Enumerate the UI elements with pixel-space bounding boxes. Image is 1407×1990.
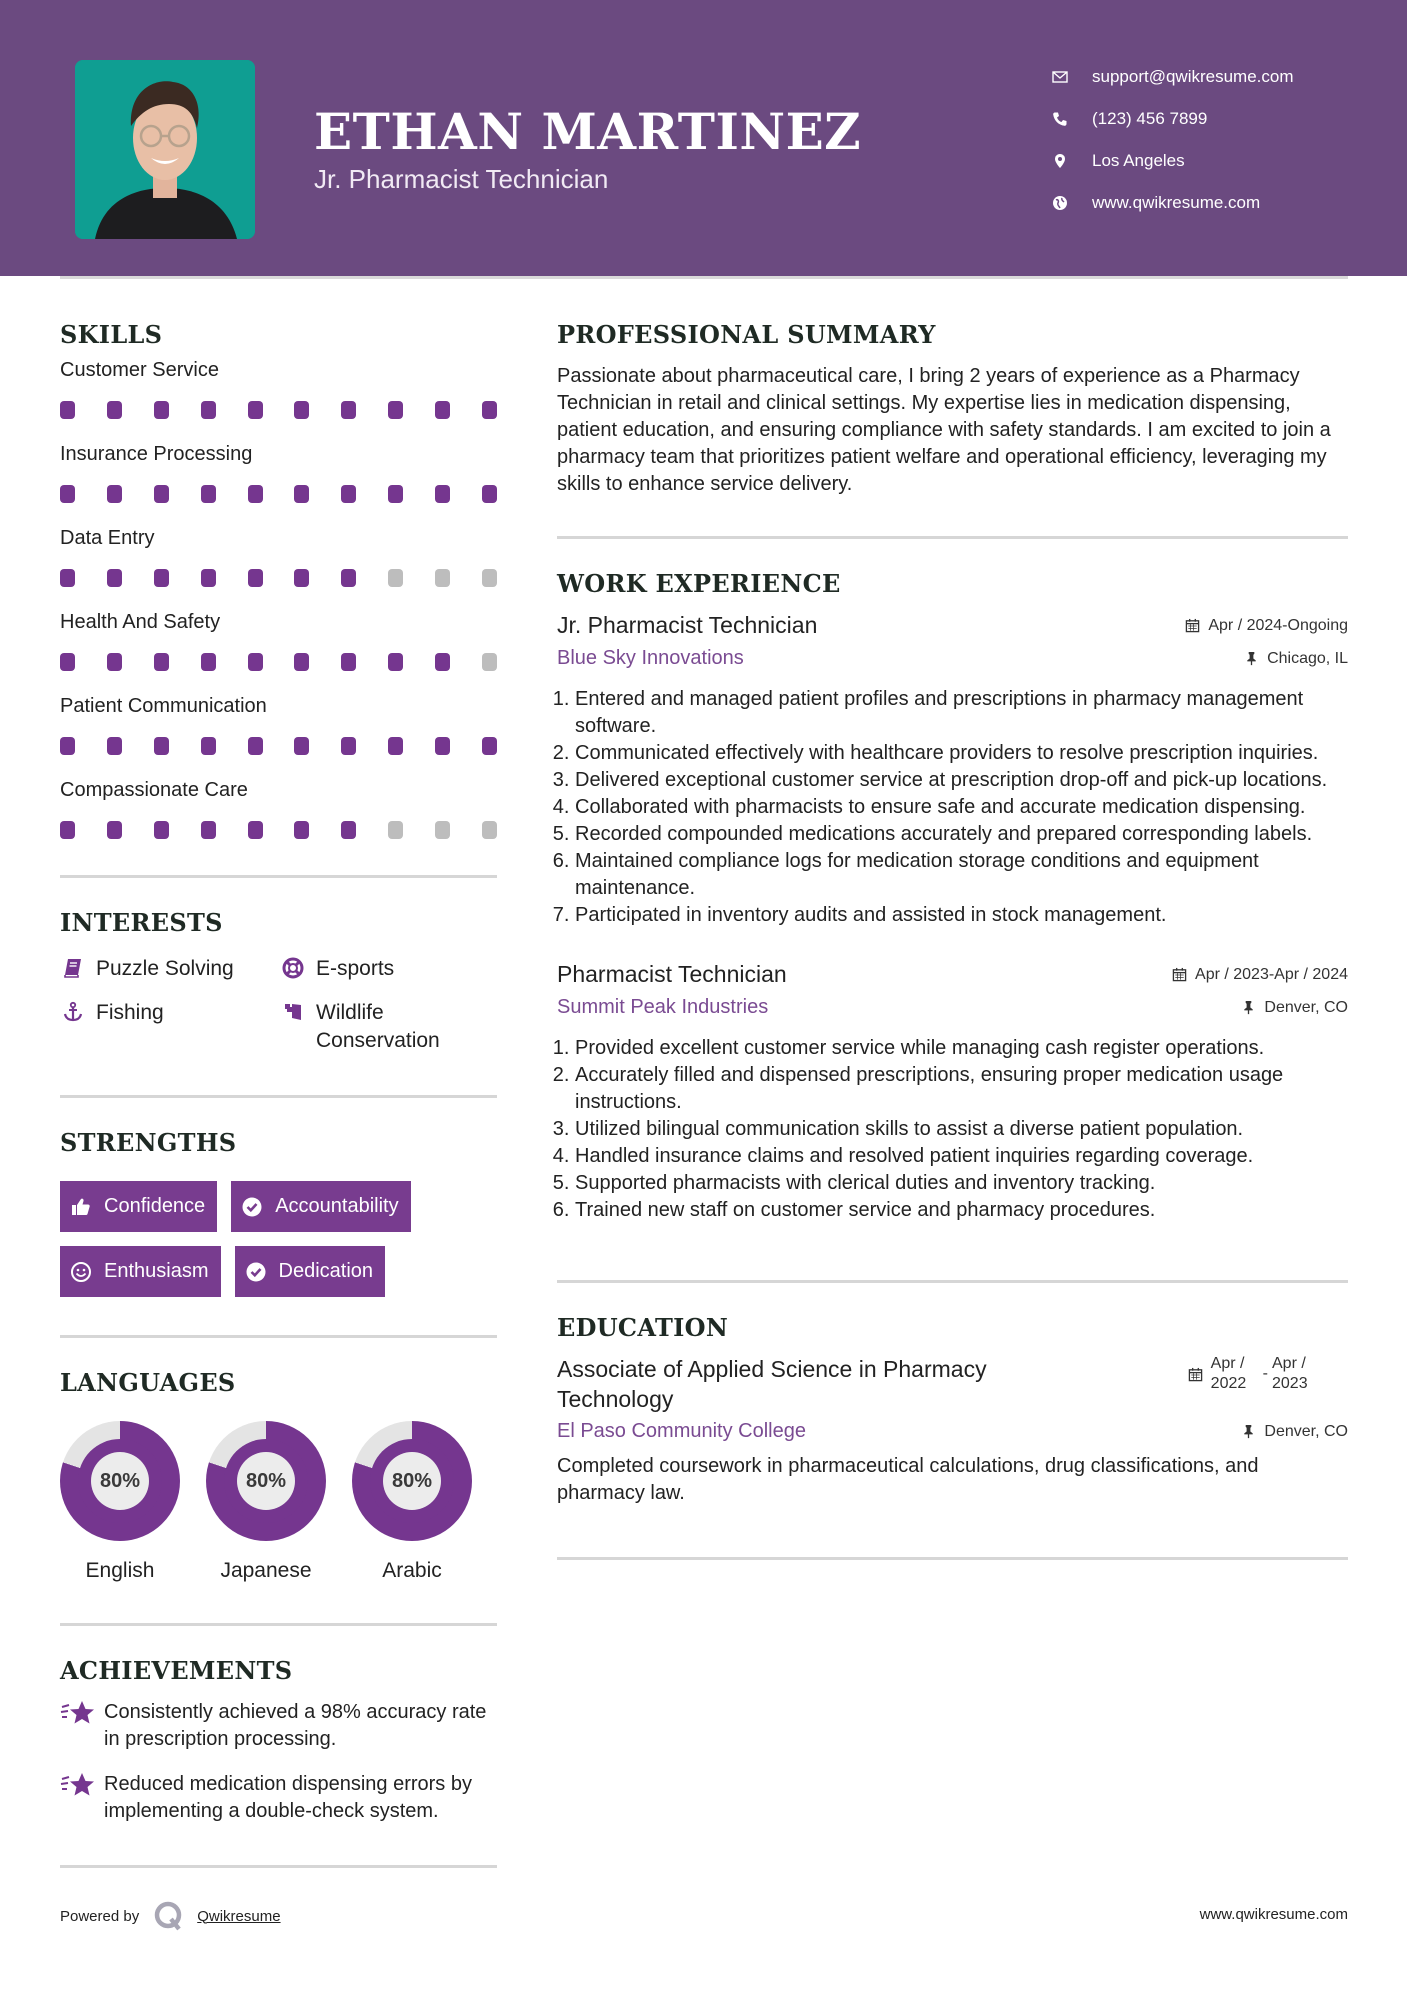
interest-item [280, 999, 500, 1055]
job-entry [557, 612, 1348, 929]
interest-label: Puzzle Solving [96, 957, 234, 980]
rating-dot-filled [482, 401, 497, 419]
skill-rating [60, 471, 497, 517]
rating-dot-filled [107, 569, 122, 587]
job-entry [557, 961, 1348, 1224]
job-bullet: 1. Provided excellent customer service while managing cash register operations. [575, 1035, 1348, 1062]
job-bullets [557, 686, 1348, 929]
rating-dot-empty [435, 821, 450, 839]
rating-dot-filled [388, 737, 403, 755]
experience-section [557, 569, 1348, 1224]
resume-header [0, 0, 1407, 276]
wildlife-icon [280, 999, 306, 1025]
section-divider [60, 1095, 497, 1098]
education-header-row [557, 1354, 1348, 1414]
job-bullet: 4. Handled insurance claims and resolved patient inquiries regarding coverage. [575, 1143, 1348, 1170]
education-location-text: Denver, CO [1264, 1422, 1348, 1440]
job-dates-text: Apr / 2023-Apr / 2024 [1195, 965, 1348, 983]
strength-tag [235, 1246, 386, 1297]
left-column [60, 320, 497, 1868]
summary-heading: PROFESSIONAL SUMMARY [557, 320, 936, 349]
right-column [557, 320, 1348, 1560]
calendar-icon [1172, 967, 1187, 982]
language-name: Arabic [382, 1559, 442, 1582]
job-bullet: 2. Communicated effectively with healthcare providers to resolve prescription inquiries. [575, 740, 1348, 767]
rating-dot-filled [60, 485, 75, 503]
rating-dot-filled [388, 485, 403, 503]
section-divider [60, 1865, 497, 1868]
contact-website[interactable] [1050, 182, 1294, 224]
skill-name: Health And Safety [60, 611, 221, 633]
job-bullet: 5. Recorded compounded medications accurately and prepared corresponding labels. [575, 821, 1348, 848]
rating-dot-filled [154, 485, 169, 503]
header-divider [60, 276, 1348, 279]
contact-location [1050, 140, 1294, 182]
rating-dot-filled [294, 737, 309, 755]
smile-icon [70, 1261, 92, 1283]
map-pin-icon [1050, 151, 1070, 171]
achievements-heading: ACHIEVEMENTS [60, 1656, 293, 1685]
rating-dot-filled [248, 401, 263, 419]
candidate-name: ETHAN MARTINEZ [314, 102, 862, 161]
job-dates [1172, 966, 1348, 984]
rating-dot-filled [107, 821, 122, 839]
rating-dot-filled [248, 569, 263, 587]
anchor-icon [60, 999, 86, 1025]
job-bullet: 7. Participated in inventory audits and assisted in stock management. [575, 902, 1348, 929]
rating-dot-filled [154, 737, 169, 755]
rating-dot-empty [482, 569, 497, 587]
job-dates-text: Apr / 2024-Ongoing [1208, 616, 1348, 634]
globe-icon [1050, 193, 1070, 213]
language-item [352, 1421, 472, 1583]
skill-rating [60, 555, 497, 601]
rating-dot-empty [388, 569, 403, 587]
rating-dot-filled [107, 401, 122, 419]
interest-item [60, 955, 280, 983]
language-name: Japanese [220, 1559, 312, 1582]
job-bullet: 2. Accurately filled and dispensed prescriptions, ensuring proper medication usage instructions. [575, 1062, 1348, 1116]
contact-website-text: www.qwikresume.com [1092, 193, 1261, 212]
language-percent: 80% [91, 1452, 149, 1510]
rating-dot-filled [294, 401, 309, 419]
footer-website[interactable]: www.qwikresume.com [1199, 1906, 1348, 1923]
rating-dot-filled [60, 821, 75, 839]
rating-dot-filled [107, 737, 122, 755]
book-icon [60, 955, 86, 981]
job-bullet: 4. Collaborated with pharmacists to ensure safe and accurate medication dispensing. [575, 794, 1348, 821]
rating-dot-filled [341, 737, 356, 755]
rating-dot-filled [248, 737, 263, 755]
rating-dot-filled [248, 485, 263, 503]
check-circle-icon [241, 1196, 263, 1218]
interest-label: Fishing [96, 1001, 164, 1024]
rating-dot-filled [388, 401, 403, 419]
rating-dot-filled [107, 653, 122, 671]
rating-dot-filled [341, 569, 356, 587]
rating-dot-filled [294, 569, 309, 587]
interests-section [60, 908, 497, 1055]
rating-dot-filled [154, 821, 169, 839]
phone-icon [1050, 109, 1070, 129]
language-item [60, 1421, 180, 1583]
strengths-heading: STRENGTHS [60, 1128, 237, 1157]
job-bullet: 6. Maintained compliance logs for medication storage conditions and equipment maintenance. [575, 848, 1348, 902]
job-bullet: 1. Entered and managed patient profiles and prescriptions in pharmacy management software. [575, 686, 1348, 740]
rating-dot-filled [294, 485, 309, 503]
candidate-title: Jr. Pharmacist Technician [314, 164, 609, 194]
skill-name: Patient Communication [60, 695, 267, 717]
pushpin-icon [1241, 1000, 1256, 1015]
rating-dot-filled [294, 653, 309, 671]
language-percent: 80% [383, 1452, 441, 1510]
rating-dot-empty [388, 821, 403, 839]
rating-dot-filled [201, 485, 216, 503]
powered-by-label: Powered by [60, 1907, 140, 1925]
strength-tag [231, 1181, 410, 1232]
strength-tag [60, 1181, 217, 1232]
summary-text: Passionate about pharmaceutical care, I bring 2 years of experience as a Pharmacy Technician in retail and clinical settings. My expertise lies in medication dispensing, patient education, and ensuring compliance with safety standards. I am excited to join a pharmacy team that prioritizes patient welfare and operational efficiency, leveraging my skills to enhance service delivery. [557, 365, 1331, 495]
date-separator: - [1262, 1365, 1268, 1382]
interest-item [280, 955, 500, 983]
rating-dot-filled [248, 653, 263, 671]
languages-section [60, 1368, 497, 1583]
job-location [1241, 999, 1348, 1017]
strengths-section [60, 1128, 497, 1297]
rating-dot-empty [482, 821, 497, 839]
skill-name: Data Entry [60, 527, 155, 549]
rating-dot-filled [482, 485, 497, 503]
rating-dot-filled [201, 401, 216, 419]
interest-label: E-sports [316, 957, 395, 980]
summary-section [557, 320, 1348, 498]
contact-phone[interactable] [1050, 98, 1294, 140]
envelope-icon [1050, 67, 1070, 87]
language-name: English [85, 1559, 155, 1582]
calendar-icon [1188, 1367, 1203, 1382]
achievement-text: Reduced medication dispensing errors by implementing a double-check system. [104, 1773, 472, 1822]
life-ring-icon [280, 955, 306, 981]
language-progress-ring [352, 1421, 472, 1541]
job-bullet: 5. Supported pharmacists with clerical duties and inventory tracking. [575, 1170, 1348, 1197]
rating-dot-filled [201, 569, 216, 587]
interests-list [60, 955, 497, 1055]
rating-dot-filled [388, 653, 403, 671]
star-achievement-icon [60, 1771, 96, 1801]
contact-email-text: support@qwikresume.com [1092, 67, 1294, 86]
section-divider [60, 875, 497, 878]
strength-label: Confidence [104, 1195, 206, 1217]
section-divider [557, 1557, 1348, 1560]
rating-dot-filled [60, 737, 75, 755]
school-name: El Paso Community College [557, 1420, 806, 1442]
job-bullet: 3. Utilized bilingual communication skills to assist a diverse patient population. [575, 1116, 1348, 1143]
rating-dot-filled [341, 401, 356, 419]
qwikresume-logo-icon [153, 1900, 185, 1932]
contact-email[interactable] [1050, 56, 1294, 98]
skill-rating [60, 723, 497, 769]
skills-heading: SKILLS [60, 320, 163, 349]
rating-dot-filled [201, 821, 216, 839]
rating-dot-filled [435, 653, 450, 671]
rating-dot-filled [154, 569, 169, 587]
achievements-section [60, 1656, 497, 1825]
pushpin-icon [1244, 651, 1259, 666]
section-divider [557, 1280, 1348, 1283]
section-divider [60, 1623, 497, 1626]
skill-rating [60, 807, 497, 853]
check-circle-icon [245, 1261, 267, 1283]
achievement-item [60, 1699, 497, 1753]
rating-dot-filled [201, 653, 216, 671]
job-header-row [557, 961, 1348, 988]
rating-dot-empty [435, 569, 450, 587]
language-progress-ring [60, 1421, 180, 1541]
rating-dot-filled [154, 653, 169, 671]
rating-dot-filled [341, 653, 356, 671]
education-description: Completed coursework in pharmaceutical calculations, drug classifications, and pharmacy law. [557, 1455, 1259, 1504]
rating-dot-filled [435, 485, 450, 503]
job-bullets [557, 1035, 1348, 1224]
job-dates [1185, 617, 1348, 635]
languages-heading: LANGUAGES [60, 1368, 236, 1397]
skill-name: Compassionate Care [60, 779, 248, 801]
footer-powered-by [60, 1900, 281, 1932]
interests-heading: INTERESTS [60, 908, 223, 937]
rating-dot-filled [60, 653, 75, 671]
interest-label: Wildlife Conservation [316, 1001, 440, 1052]
star-achievement-icon [60, 1699, 96, 1729]
section-divider [60, 1335, 497, 1338]
achievement-text: Consistently achieved a 98% accuracy rate in prescription processing. [104, 1701, 487, 1750]
job-sub-row [557, 996, 1348, 1019]
job-company: Blue Sky Innovations [557, 647, 744, 669]
strength-label: Dedication [278, 1260, 374, 1282]
skills-list [60, 359, 497, 853]
rating-dot-filled [482, 737, 497, 755]
contact-phone-text: (123) 456 7899 [1092, 109, 1208, 128]
pushpin-icon [1241, 1424, 1256, 1439]
strength-tag [60, 1246, 221, 1297]
language-progress-ring [206, 1421, 326, 1541]
rating-dot-filled [294, 821, 309, 839]
skill-rating [60, 639, 497, 685]
section-divider [557, 536, 1348, 539]
job-role: Jr. Pharmacist Technician [557, 612, 818, 638]
strengths-list [60, 1181, 497, 1297]
education-start: Apr / 2022 [1210, 1355, 1247, 1392]
strength-label: Enthusiasm [104, 1260, 209, 1282]
achievement-item [60, 1771, 497, 1825]
rating-dot-empty [482, 653, 497, 671]
person-photo-icon [75, 60, 255, 239]
skill-rating [60, 387, 497, 433]
thumbs-up-icon [70, 1196, 92, 1218]
rating-dot-filled [341, 485, 356, 503]
rating-dot-filled [435, 401, 450, 419]
rating-dot-filled [60, 569, 75, 587]
skill-name: Customer Service [60, 359, 219, 381]
skill-name: Insurance Processing [60, 443, 253, 465]
job-role: Pharmacist Technician [557, 961, 787, 987]
rating-dot-filled [60, 401, 75, 419]
language-item [206, 1421, 326, 1583]
contact-list [1050, 56, 1294, 224]
experience-heading: WORK EXPERIENCE [557, 569, 841, 598]
interest-item [60, 999, 280, 1055]
job-location [1244, 650, 1348, 668]
job-sub-row [557, 647, 1348, 670]
rating-dot-filled [435, 737, 450, 755]
rating-dot-filled [248, 821, 263, 839]
skills-section [60, 320, 497, 853]
education-heading: EDUCATION [557, 1313, 729, 1342]
job-bullet: 6. Trained new staff on customer service and pharmacy procedures. [575, 1197, 1348, 1224]
qwikresume-link[interactable]: Qwikresume [197, 1907, 281, 1925]
profile-photo [75, 60, 255, 239]
job-location-text: Denver, CO [1264, 998, 1348, 1016]
rating-dot-filled [154, 401, 169, 419]
education-location [1241, 1423, 1348, 1441]
strength-label: Accountability [275, 1195, 399, 1217]
calendar-icon [1185, 618, 1200, 633]
job-header-row [557, 612, 1348, 639]
language-percent: 80% [237, 1452, 295, 1510]
job-company: Summit Peak Industries [557, 996, 769, 1018]
job-bullet: 3. Delivered exceptional customer service at prescription drop-off and pick-up locations. [575, 767, 1348, 794]
rating-dot-filled [107, 485, 122, 503]
job-location-text: Chicago, IL [1267, 649, 1348, 667]
education-dates [1188, 1354, 1316, 1394]
education-end: Apr / 2023 [1272, 1355, 1308, 1392]
languages-list [60, 1421, 497, 1583]
rating-dot-filled [201, 737, 216, 755]
contact-location-text: Los Angeles [1092, 151, 1185, 170]
education-section [557, 1313, 1348, 1507]
degree-title: Associate of Applied Science in Pharmacy Technology [557, 1356, 987, 1412]
education-sub-row [557, 1420, 1348, 1443]
rating-dot-filled [341, 821, 356, 839]
jobs-list [557, 612, 1348, 1224]
